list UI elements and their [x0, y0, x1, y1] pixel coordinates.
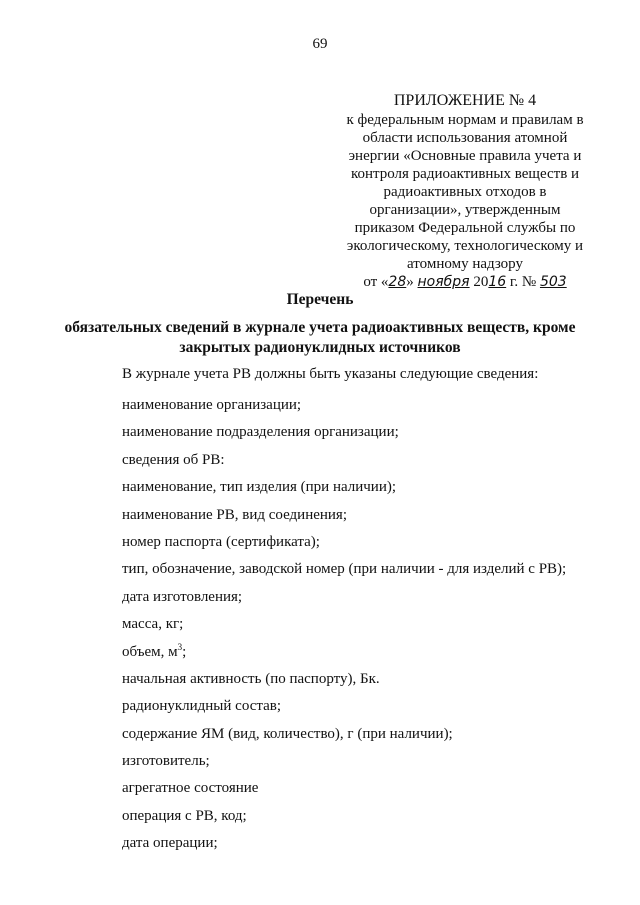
list-item: агрегатное состояние [122, 780, 259, 797]
body-intro: В журнале учета РВ должны быть указаны следующие сведения: [122, 366, 539, 382]
appendix-line: радиоактивных отходов в [383, 184, 547, 200]
subtitle-line: закрытых радионуклидных источников [179, 339, 461, 356]
list-item: операция с РВ, код; [122, 807, 247, 824]
list-item: наименование, тип изделия (при наличии); [122, 479, 397, 496]
appendix-line: области использования атомной [362, 130, 568, 146]
body-list [122, 364, 622, 858]
list-item: дата изготовления; [122, 588, 243, 605]
appendix-block [320, 92, 610, 291]
list-item: наименование РВ, вид соединения; [122, 506, 347, 523]
volume-text: объем, м [122, 643, 178, 660]
appendix-line: экологическому, технологическому и [346, 238, 584, 254]
appendix-title: ПРИЛОЖЕНИЕ № 4 [393, 92, 537, 109]
subtitle-line: обязательных сведений в журнале учета радиоактивных веществ, кроме [64, 319, 576, 336]
appendix-line: энергии «Основные правила учета и [348, 148, 582, 164]
order-number: 503 [539, 274, 567, 290]
date-prefix: от « [363, 274, 389, 290]
list-item: тип, обозначение, заводской номер (при наличии - для изделий с РВ); [122, 561, 567, 578]
list-item: начальная активность (по паспорту), Бк. [122, 670, 380, 687]
list-item: номер паспорта (сертификата); [122, 533, 320, 550]
appendix-line: к федеральным нормам и правилам в [346, 112, 584, 128]
appendix-line: контроля радиоактивных веществ и [350, 166, 580, 182]
document-subtitle [40, 318, 600, 358]
volume-superscript: 3 [177, 641, 183, 652]
appendix-line: приказом Федеральной службы по [354, 220, 576, 236]
volume-end: ; [182, 643, 187, 660]
list-item: дата операции; [122, 835, 218, 852]
list-item: содержание ЯМ (вид, количество), г (при наличии); [122, 725, 453, 742]
date-month: ноября [417, 274, 470, 290]
date-year-prefix: 20 [473, 274, 489, 290]
document-title: Перечень [286, 291, 354, 308]
appendix-line: организации», утвержденным [369, 202, 561, 218]
date-mid: » [406, 274, 414, 290]
list-item: наименование подразделения организации; [122, 424, 399, 441]
page-number: 69 [312, 36, 328, 52]
list-item: радионуклидный состав; [122, 698, 281, 715]
appendix-line: атомному надзору [407, 256, 523, 272]
date-year-suffix: 16 [488, 274, 507, 290]
list-item: масса, кг; [122, 616, 184, 633]
list-item-volume [122, 639, 622, 666]
list-item: наименование организации; [122, 397, 302, 413]
list-item: сведения об РВ: [122, 451, 225, 468]
date-day: 28 [388, 274, 407, 290]
date-suffix: г. № [509, 274, 537, 290]
list-item: изготовитель; [122, 753, 210, 770]
order-date-line [320, 273, 610, 291]
